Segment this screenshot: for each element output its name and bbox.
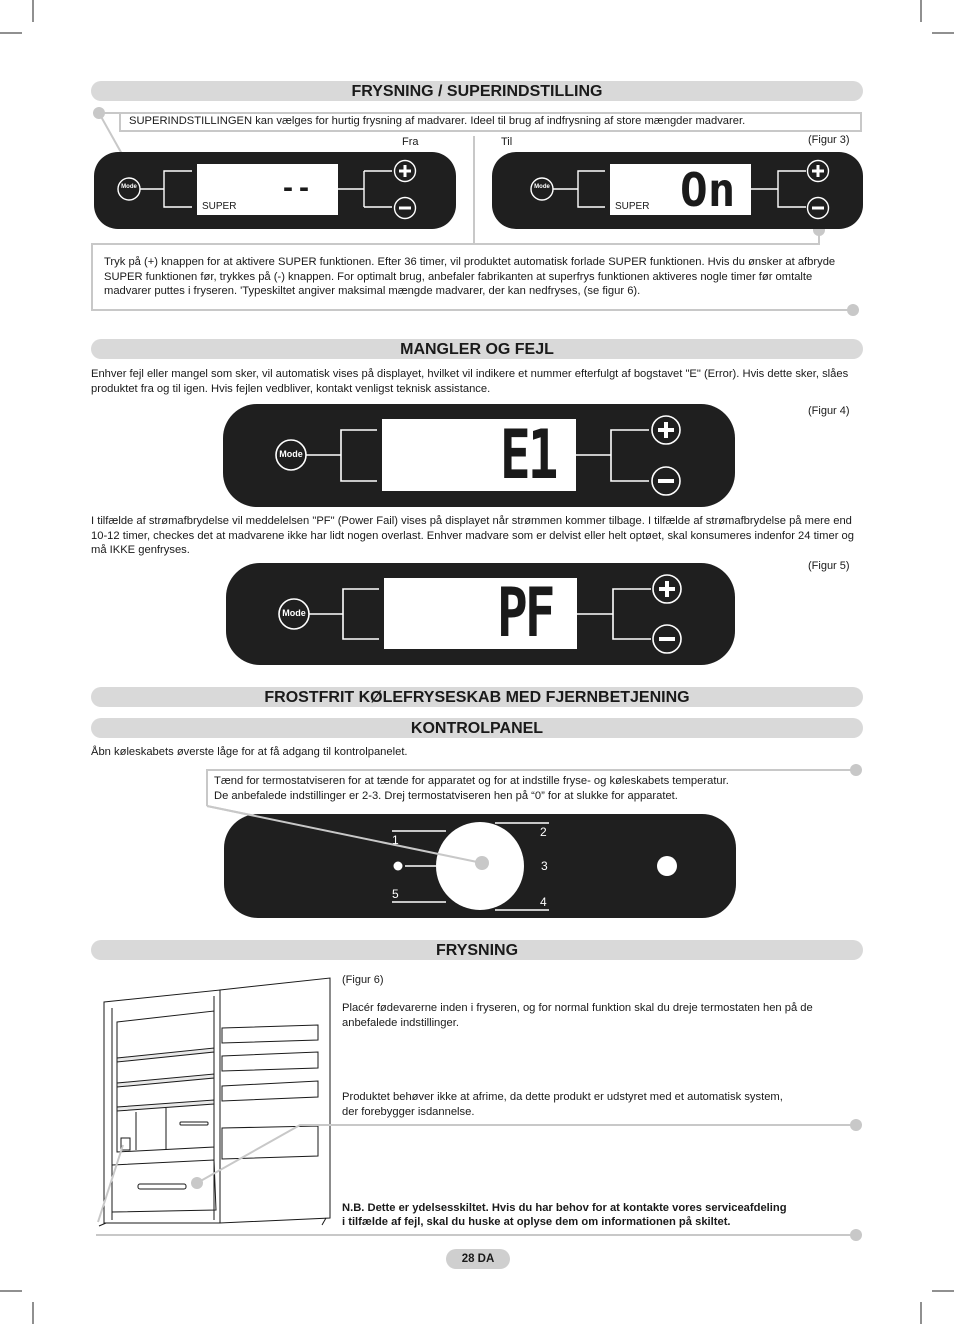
frysning-text-2-line2: der forebygger isdannelse. xyxy=(342,1106,475,1118)
figure-5-caption: (Figur 5) xyxy=(808,560,850,572)
nb-note-line2: i tilfælde af fejl, skal du huske at oplyse dem om informationen på skiltet. xyxy=(342,1216,731,1228)
section-title-superindstilling: FRYSNING / SUPERINDSTILLING xyxy=(91,81,863,101)
lcd-label-before: SUPER xyxy=(202,201,237,212)
frysning-text-2-line1: Produktet behøver ikke at afrime, da dette produkt er udstyret med et automatisk system, xyxy=(342,1091,783,1103)
power-fail-text: I tilfælde af strømafbrydelse vil meddelelsen "PF" (Power Fail) vises på displayet når strømmen kommer tilbage. I tilfælde af strømafbrydelse på mere end 10-12 timer, checkes det at madvarene ikke har lidt nogen overlast. Enhver madvare som er delvist eller helt optøet, skal konsumeres indenfor 24 timer og må IKKE genfryses. xyxy=(91,515,854,556)
super-instructions: Tryk på (+) knappen for at aktivere SUPER funktionen. Efter 36 timer, vil produktet automatisk forlade SUPER funktionen. Hvis du ønsker at afbryde SUPER funktionen før, trykkes på (-) knappen. For optimalt brug, anbefaler fabrikanten at superfrys funktionen aktiveres nogle timer før omtalte madvarer puttes i fryseren. 'Typeskiltet angiver maksimal mængde madvarer, der kan nedfryses, (se figur 6). xyxy=(104,256,836,297)
section-title-frostfrit: FROSTFRIT KØLEFRYSESKAB MED FJERNBETJENING xyxy=(91,687,863,707)
figure-3-caption: (Figur 3) xyxy=(808,134,850,146)
dial-number-4: 4 xyxy=(540,895,547,909)
error-intro-text: Enhver fejl eller mangel som sker, vil automatisk vises på displayet, hvilket vil indikere et nummer efterfulgt af bogstavet "E" (Error). Hvis dette sker, slåes produktet fra og til igen. Hvis fejlen vedbliver, kontakt venligst teknisk assistance. xyxy=(91,368,849,395)
lcd-value-before: -- xyxy=(283,171,315,204)
figure-4-caption: (Figur 4) xyxy=(808,405,850,417)
section-title-mangler: MANGLER OG FEJL xyxy=(91,339,863,359)
section-subtitle-kontrolpanel: KONTROLPANEL xyxy=(91,718,863,738)
nb-note-line1: N.B. Dette er ydelsesskiltet. Hvis du har behov for at kontakte vores serviceafdeling xyxy=(342,1202,787,1214)
lcd-value-error: E1 xyxy=(500,416,556,495)
from-label: Fra xyxy=(402,136,419,148)
dial-number-1: 1 xyxy=(392,833,399,847)
dial-number-2: 2 xyxy=(540,825,547,839)
lcd-label-after: SUPER xyxy=(615,201,650,212)
mode-button-after[interactable]: Mode xyxy=(534,184,550,190)
dial-number-3: 3 xyxy=(541,859,548,873)
frysning-text-1: Placér fødevarerne inden i fryseren, og for normal funktion skal du dreje termostaten hen på de anbefalede indstillinger. xyxy=(342,1002,813,1029)
thermostat-callout-line2: De anbefalede indstillinger er 2-3. Drej termostatviseren hen på “0” for at slukke for apparatet. xyxy=(214,790,678,802)
to-label: Til xyxy=(501,136,513,148)
page-number: 28 DA xyxy=(446,1249,510,1269)
mode-button-before[interactable]: Mode xyxy=(121,184,137,190)
section-title-frysning: FRYSNING xyxy=(91,940,863,960)
figure-6-caption: (Figur 6) xyxy=(342,974,384,986)
kontrolpanel-intro: Åbn køleskabets øverste låge for at få adgang til kontrolpanelet. xyxy=(91,746,408,758)
mode-button-error[interactable]: Mode xyxy=(279,449,303,459)
lcd-value-powerfail: PF xyxy=(497,574,553,653)
super-intro-text: SUPERINDSTILLINGEN kan vælges for hurtig frysning af madvarer. Ideel til brug af indfrysning af store mængder madvarer. xyxy=(129,115,746,127)
dial-number-5: 5 xyxy=(392,887,399,901)
lcd-value-after: On xyxy=(680,163,736,217)
mode-button-powerfail[interactable]: Mode xyxy=(282,608,306,618)
thermostat-callout-line1: Tænd for termostatviseren for at tænde for apparatet og for at indstille fryse- og køleskabets temperatur. xyxy=(214,775,729,787)
